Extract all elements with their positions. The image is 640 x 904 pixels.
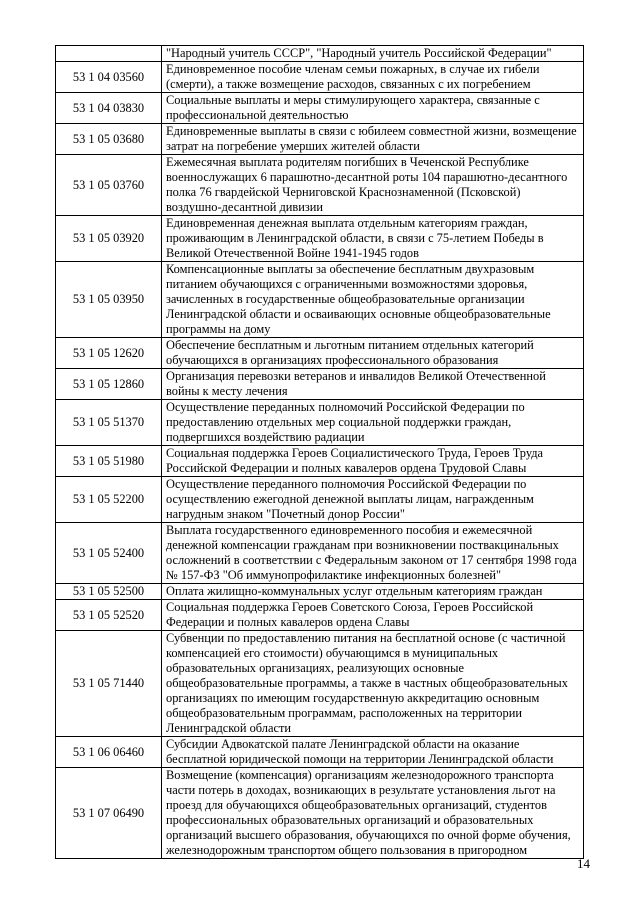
table-row: [56, 768, 584, 859]
budget-code-cell: 53 1 05 03760: [56, 155, 162, 216]
description-cell: Социальная поддержка Героев Социалистического Труда, Героев Труда Российской Федерации и полных кавалеров ордена Трудовой Славы: [162, 446, 584, 477]
description-cell: Субсидии Адвокатской палате Ленинградской области на оказание бесплатной юридической помощи на территории Ленинградской области: [162, 737, 584, 768]
table-row: [56, 262, 584, 338]
table-row: [56, 400, 584, 446]
budget-code-cell: 53 1 05 51980: [56, 446, 162, 477]
budget-code-cell: [56, 46, 162, 62]
table-row: [56, 46, 584, 62]
description-cell: "Народный учитель СССР", "Народный учитель Российской Федерации": [162, 46, 584, 62]
budget-code-cell: 53 1 05 71440: [56, 631, 162, 737]
budget-code-cell: 53 1 05 51370: [56, 400, 162, 446]
table-row: [56, 477, 584, 523]
budget-code-cell: 53 1 05 12860: [56, 369, 162, 400]
description-cell: Компенсационные выплаты за обеспечение бесплатным двухразовым питанием обучающихся с ограниченными возможностями здоровья, зачисленных в государственные общеобразовательные организации Ленинградской области и осваивающих основные общеобразовательные программы на дому: [162, 262, 584, 338]
page-number: 14: [577, 856, 590, 871]
budget-code-cell: 53 1 05 12620: [56, 338, 162, 369]
table-row: [56, 584, 584, 600]
description-cell: Осуществление переданных полномочий Российской Федерации по предоставлению отдельных мер социальной поддержки граждан, подвергшихся воздействию радиации: [162, 400, 584, 446]
table-row: [56, 631, 584, 737]
budget-code-cell: 53 1 07 06490: [56, 768, 162, 859]
budget-code-cell: 53 1 05 52200: [56, 477, 162, 523]
budget-code-cell: 53 1 06 06460: [56, 737, 162, 768]
table-row: [56, 446, 584, 477]
budget-code-cell: 53 1 05 03680: [56, 124, 162, 155]
table-body: [56, 46, 584, 859]
table-row: [56, 369, 584, 400]
budget-code-cell: 53 1 05 03950: [56, 262, 162, 338]
description-cell: Возмещение (компенсация) организациям железнодорожного транспорта части потерь в доходах, возникающих в результате установления льгот на проезд для обучающихся общеобразовательных организаций, студентов профессиональных образовательных организаций и образовательных организаций высшего образования, обучающихся по очной форме обучения, железнодорожным транспортом общего пользования в пригородном: [162, 768, 584, 859]
table-row: [56, 155, 584, 216]
description-cell: Социальная поддержка Героев Советского Союза, Героев Российской Федерации и полных кавалеров ордена Славы: [162, 600, 584, 631]
table-row: [56, 62, 584, 93]
budget-code-cell: 53 1 05 03920: [56, 216, 162, 262]
budget-code-cell: 53 1 05 52500: [56, 584, 162, 600]
description-cell: Субвенции по предоставлению питания на бесплатной основе (с частичной компенсацией его стоимости) обучающимся в муниципальных образовательных организациях, реализующих основные общеобразовательные программы, а также в частных общеобразовательных организациях по имеющим государственную аккредитацию основным общеобразовательным программам, расположенных на территории Ленинградской области: [162, 631, 584, 737]
description-cell: Организация перевозки ветеранов и инвалидов Великой Отечественной войны к месту лечения: [162, 369, 584, 400]
description-cell: Единовременное пособие членам семьи пожарных, в случае их гибели (смерти), а также возмещение расходов, связанных с их погребением: [162, 62, 584, 93]
description-cell: Выплата государственного единовременного пособия и ежемесячной денежной компенсации гражданам при возникновении поствакцинальных осложнений в соответствии с Федеральным законом от 17 сентября 1998 года № 157-ФЗ "Об иммунопрофилактике инфекционных болезней": [162, 523, 584, 584]
table-row: [56, 338, 584, 369]
description-cell: Осуществление переданного полномочия Российской Федерации по осуществлению ежегодной денежной выплаты лицам, награжденным нагрудным знаком "Почетный донор России": [162, 477, 584, 523]
table-row: [56, 600, 584, 631]
budget-code-cell: 53 1 04 03830: [56, 93, 162, 124]
description-cell: Ежемесячная выплата родителям погибших в Чеченской Республике военнослужащих 6 парашютно-десантной роты 104 парашютно-десантного полка 76 гвардейской Черниговской Краснознаменной (Псковской) воздушно-десантной дивизии: [162, 155, 584, 216]
budget-classification-table: [55, 45, 584, 859]
description-cell: Обеспечение бесплатным и льготным питанием отдельных категорий обучающихся в организациях профессионального образования: [162, 338, 584, 369]
description-cell: Единовременные выплаты в связи с юбилеем совместной жизни, возмещение затрат на погребение умерших жителей области: [162, 124, 584, 155]
description-cell: Социальные выплаты и меры стимулирующего характера, связанные с профессиональной деятельностью: [162, 93, 584, 124]
table-row: [56, 737, 584, 768]
table-row: [56, 523, 584, 584]
budget-code-cell: 53 1 05 52400: [56, 523, 162, 584]
description-cell: Оплата жилищно-коммунальных услуг отдельным категориям граждан: [162, 584, 584, 600]
budget-code-cell: 53 1 04 03560: [56, 62, 162, 93]
description-cell: Единовременная денежная выплата отдельным категориям граждан, проживающим в Ленинградской области, в связи с 75-летием Победы в Великой Отечественной Войне 1941-1945 годов: [162, 216, 584, 262]
table-row: [56, 93, 584, 124]
budget-code-cell: 53 1 05 52520: [56, 600, 162, 631]
table-row: [56, 216, 584, 262]
table-row: [56, 124, 584, 155]
